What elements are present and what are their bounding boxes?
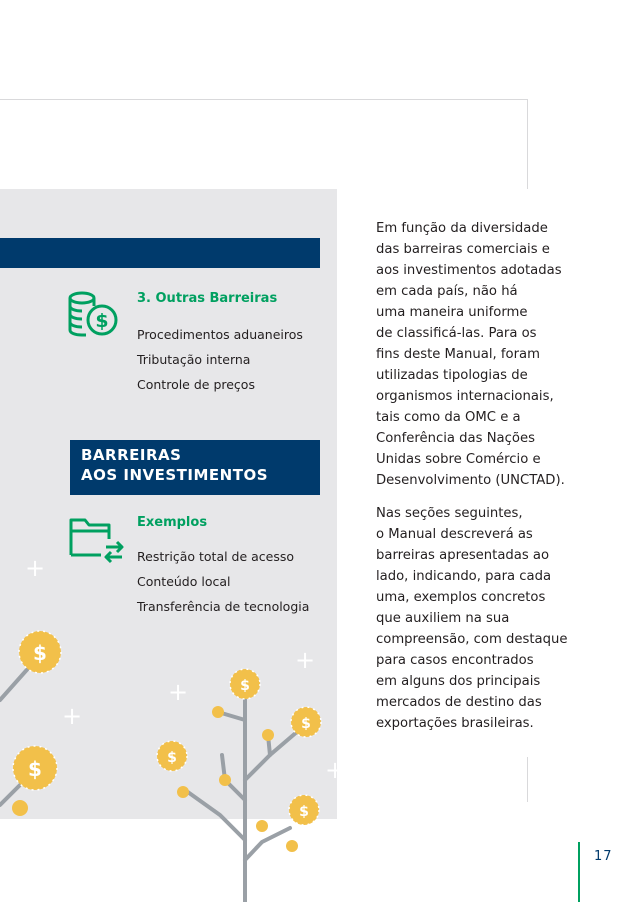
body-paragraph-1 — [376, 218, 565, 491]
body-line: uma, exemplos concretos — [376, 590, 546, 605]
blue-header-bar — [0, 238, 320, 268]
heading-line: AOS INVESTIMENTOS — [81, 466, 269, 484]
body-line: o Manual descreverá as — [376, 527, 533, 542]
coin-symbol: $ — [167, 750, 177, 766]
other-barriers-title: 3. Outras Barreiras — [137, 291, 278, 306]
body-line: exportações brasileiras. — [376, 716, 534, 731]
svg-text:$: $ — [95, 310, 109, 332]
body-line: para casos encontrados — [376, 653, 534, 668]
investment-barrier-item: Restrição total de acesso — [137, 549, 295, 564]
coin-symbol: $ — [301, 716, 311, 732]
frame-line-right-top — [527, 99, 528, 189]
body-line: de classificá-las. Para os — [376, 326, 537, 341]
coins-money-icon — [66, 290, 122, 338]
coin-symbol: $ — [299, 804, 309, 820]
body-line: uma maneira uniforme — [376, 305, 528, 320]
other-barrier-item: Tributação interna — [137, 352, 251, 367]
investment-barrier-item: Transferência de tecnologia — [137, 599, 310, 614]
body-line: mercados de destino das — [376, 695, 542, 710]
body-line: Em função da diversidade — [376, 221, 548, 236]
body-line: Desenvolvimento (UNCTAD). — [376, 473, 565, 488]
body-line: fins deste Manual, foram — [376, 347, 540, 362]
coin-symbol: $ — [33, 641, 47, 665]
body-line: tais como da OMC e a — [376, 410, 521, 425]
body-line: Unidas sobre Comércio e — [376, 452, 541, 467]
other-barrier-item: Procedimentos aduaneiros — [137, 327, 303, 342]
page-number-rule — [578, 842, 580, 902]
body-line: compreensão, com destaque — [376, 632, 568, 647]
frame-line-right-bottom — [527, 757, 528, 802]
body-line: que auxiliem na sua — [376, 611, 510, 626]
heading-line: BARREIRAS — [81, 446, 182, 464]
body-line: barreiras apresentadas ao — [376, 548, 550, 563]
examples-title: Exemplos — [137, 515, 208, 530]
body-line: em cada país, não há — [376, 284, 518, 299]
body-line: em alguns dos principais — [376, 674, 541, 689]
plus-decoration: + — [168, 678, 189, 706]
investment-barriers-heading — [70, 440, 320, 495]
other-barrier-item: Controle de preços — [137, 377, 255, 392]
body-line: das barreiras comerciais e — [376, 242, 550, 257]
body-line: utilizadas tipologias de — [376, 368, 528, 383]
page-number: 17 — [594, 849, 613, 864]
frame-line-top — [0, 99, 528, 100]
coin-symbol: $ — [240, 678, 250, 694]
plus-decoration: + — [325, 756, 346, 784]
coin-symbol: $ — [28, 757, 42, 781]
body-line: organismos internacionais, — [376, 389, 554, 404]
plus-decoration: + — [295, 646, 316, 674]
folder-transfer-icon — [68, 515, 126, 565]
body-line: lado, indicando, para cada — [376, 569, 552, 584]
plus-decoration: + — [25, 554, 46, 582]
body-line: aos investimentos adotadas — [376, 263, 562, 278]
body-paragraph-2 — [376, 503, 567, 734]
investment-barrier-item: Conteúdo local — [137, 574, 231, 589]
plus-decoration: + — [62, 702, 83, 730]
body-line: Conferência das Nações — [376, 431, 535, 446]
body-line: Nas seções seguintes, — [376, 506, 523, 521]
